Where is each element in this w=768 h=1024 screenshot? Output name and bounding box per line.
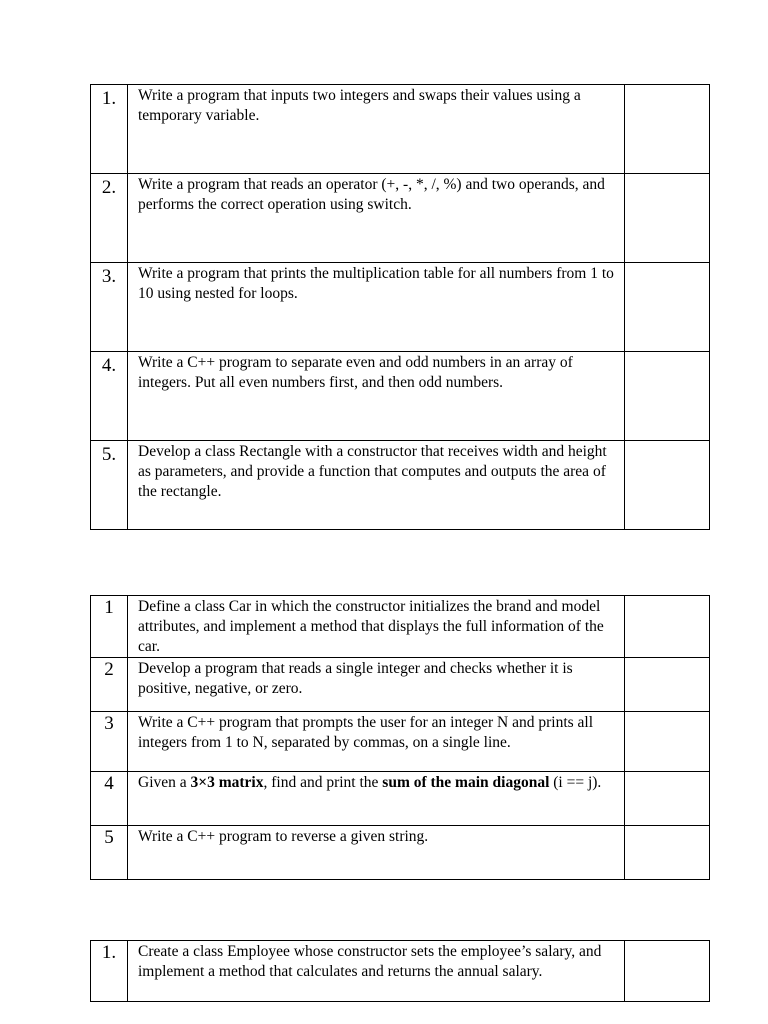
empty-cell bbox=[625, 772, 710, 826]
empty-cell bbox=[625, 658, 710, 712]
empty-cell bbox=[625, 826, 710, 880]
table-row bbox=[91, 85, 710, 174]
task-text: Define a class Car in which the constructor initializes the brand and model attributes, and implement a method that displays the full information of the car. bbox=[128, 596, 625, 658]
task-number: 5 bbox=[91, 826, 128, 880]
task-text-part: (i == j). bbox=[549, 774, 602, 791]
task-number: 2. bbox=[91, 174, 128, 263]
table-row bbox=[91, 352, 710, 441]
task-number: 3 bbox=[91, 712, 128, 772]
task-text-bold: sum of the main diagonal bbox=[382, 774, 550, 791]
task-text: Develop a program that reads a single integer and checks whether it is positive, negative, or zero. bbox=[128, 658, 625, 712]
empty-cell bbox=[625, 352, 710, 441]
table-row bbox=[91, 941, 710, 1002]
task-text-part: Given a bbox=[138, 774, 191, 791]
table-row bbox=[91, 772, 710, 826]
table-row bbox=[91, 263, 710, 352]
table-row bbox=[91, 174, 710, 263]
task-text bbox=[128, 772, 625, 826]
empty-cell bbox=[625, 441, 710, 530]
task-text: Develop a class Rectangle with a constructor that receives width and height as parameters, and provide a function that computes and outputs the area of the rectangle. bbox=[128, 441, 625, 530]
task-number: 4 bbox=[91, 772, 128, 826]
task-number: 1 bbox=[91, 596, 128, 658]
empty-cell bbox=[625, 596, 710, 658]
table-row bbox=[91, 658, 710, 712]
task-text: Write a program that inputs two integers and swaps their values using a temporary variable. bbox=[128, 85, 625, 174]
task-number: 1. bbox=[91, 85, 128, 174]
empty-cell bbox=[625, 712, 710, 772]
task-number: 4. bbox=[91, 352, 128, 441]
task-text: Write a C++ program to separate even and odd numbers in an array of integers. Put all even numbers first, and then odd numbers. bbox=[128, 352, 625, 441]
task-table-1 bbox=[90, 84, 710, 530]
table-row bbox=[91, 712, 710, 772]
empty-cell bbox=[625, 941, 710, 1002]
table-row bbox=[91, 596, 710, 658]
task-text: Write a program that reads an operator (+, -, *, /, %) and two operands, and performs the correct operation using switch. bbox=[128, 174, 625, 263]
task-text-bold: 3×3 matrix bbox=[190, 774, 264, 791]
task-number: 5. bbox=[91, 441, 128, 530]
task-text: Write a program that prints the multiplication table for all numbers from 1 to 10 using nested for loops. bbox=[128, 263, 625, 352]
empty-cell bbox=[625, 263, 710, 352]
table-row bbox=[91, 826, 710, 880]
task-text: Write a C++ program to reverse a given string. bbox=[128, 826, 625, 880]
empty-cell bbox=[625, 174, 710, 263]
task-text: Write a C++ program that prompts the user for an integer N and prints all integers from 1 to N, separated by commas, on a single line. bbox=[128, 712, 625, 772]
empty-cell bbox=[625, 85, 710, 174]
task-text-part: , find and print the bbox=[263, 774, 383, 791]
task-number: 1. bbox=[91, 941, 128, 1002]
task-table-3 bbox=[90, 940, 710, 1002]
task-number: 3. bbox=[91, 263, 128, 352]
task-text: Create a class Employee whose constructor sets the employee’s salary, and implement a method that calculates and returns the annual salary. bbox=[128, 941, 625, 1002]
table-row bbox=[91, 441, 710, 530]
task-number: 2 bbox=[91, 658, 128, 712]
task-table-2 bbox=[90, 595, 710, 880]
